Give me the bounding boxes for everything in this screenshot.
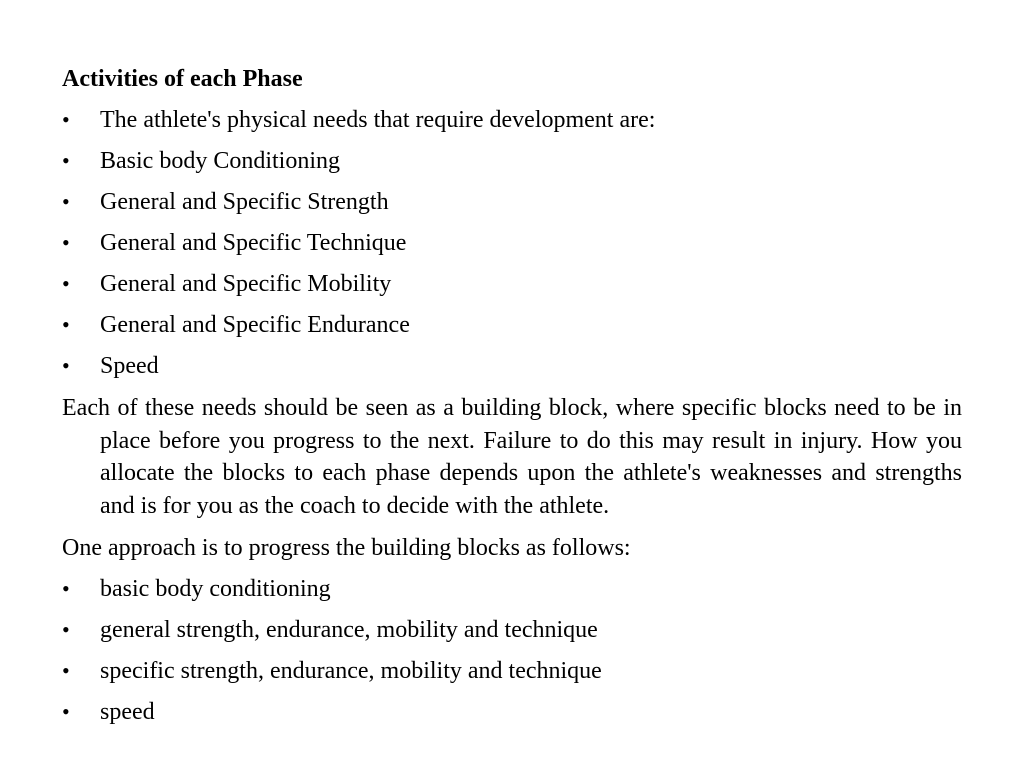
bullet-icon: •	[62, 353, 70, 378]
list-item-text: General and Specific Endurance	[100, 312, 410, 338]
list-item-text: General and Specific Mobility	[100, 271, 392, 297]
bullet-icon: •	[62, 148, 70, 173]
list-item	[62, 351, 962, 381]
slide-body	[62, 64, 962, 738]
bullet-icon: •	[62, 576, 70, 601]
list-item-text: speed	[100, 699, 155, 725]
list-item	[62, 269, 962, 299]
list-item-text: General and Specific Technique	[100, 230, 407, 256]
slide-heading: Activities of each Phase	[62, 66, 303, 92]
list-item	[62, 697, 962, 727]
bullet-icon: •	[62, 230, 70, 255]
list-item-text: General and Specific Strength	[100, 189, 389, 215]
bullet-icon: •	[62, 312, 70, 337]
bullet-icon: •	[62, 189, 70, 214]
list-item	[62, 310, 962, 340]
list-item	[62, 187, 962, 217]
list-item-text: Basic body Conditioning	[100, 148, 340, 174]
list-item-text: specific strength, endurance, mobility and technique	[100, 658, 602, 684]
list-item-text: The athlete's physical needs that require development are:	[100, 107, 656, 133]
building-block-paragraph: Each of these needs should be seen as a building block, where specific blocks need to be in place before you progress to the next. Failure to do this may result in injury. How you allocate the blocks to each phase depends upon the athlete's weaknesses and strengths and is for you as the coach to decide with the athlete.	[62, 395, 962, 519]
list-item-text: Speed	[100, 353, 159, 379]
bullet-icon: •	[62, 107, 70, 132]
list-item	[62, 228, 962, 258]
list-item	[62, 146, 962, 176]
list-item-text: basic body conditioning	[100, 576, 331, 602]
list-item	[62, 656, 962, 686]
bullet-icon: •	[62, 658, 70, 683]
bullet-icon: •	[62, 617, 70, 642]
list-item	[62, 105, 962, 135]
list-item	[62, 574, 962, 604]
bullet-icon: •	[62, 271, 70, 296]
bullet-icon: •	[62, 699, 70, 724]
approach-intro: One approach is to progress the building blocks as follows:	[62, 535, 631, 561]
list-item	[62, 615, 962, 645]
list-item-text: general strength, endurance, mobility and technique	[100, 617, 598, 643]
